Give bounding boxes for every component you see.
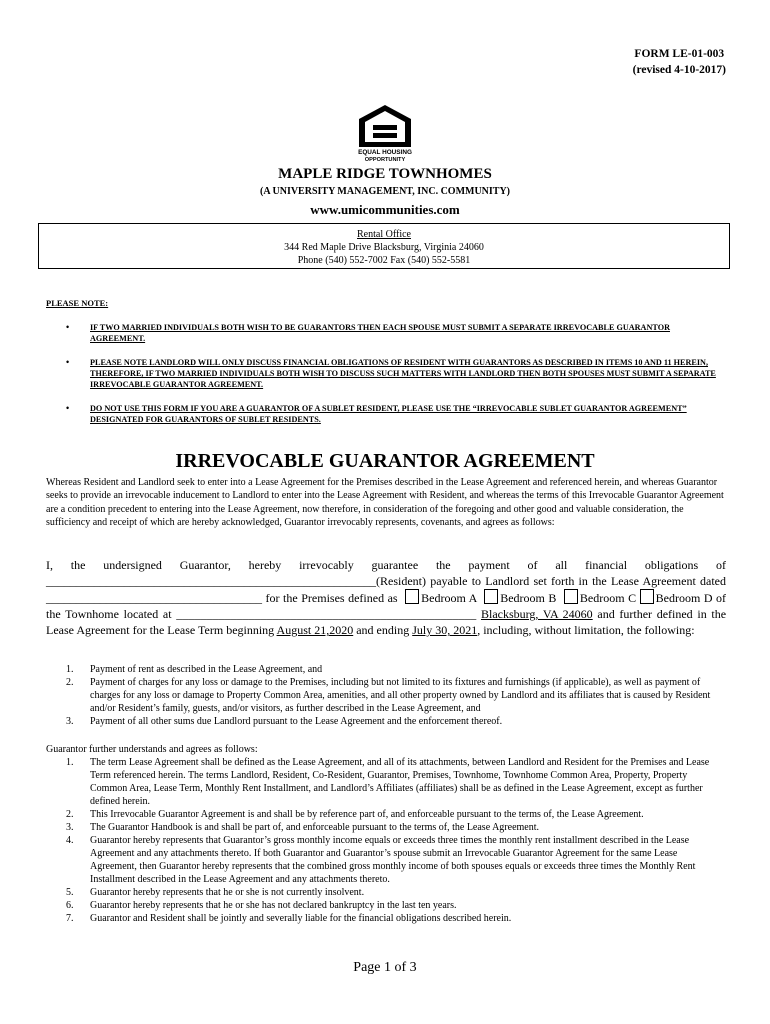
lease-date-field[interactable]: ____________________________________ xyxy=(46,591,262,605)
obligations-list xyxy=(66,663,726,728)
note-item xyxy=(62,403,722,425)
list-item xyxy=(66,886,726,899)
item-text: Guarantor hereby represents that he or she has not declared bankruptcy in the last ten years. xyxy=(90,900,457,911)
item-text: Guarantor and Resident shall be jointly and severally liable for the financial obligations described herein. xyxy=(90,913,512,924)
organization-name: MAPLE RIDGE TOWNHOMES xyxy=(278,166,492,182)
rental-office-box xyxy=(38,223,730,269)
item-number: 5. xyxy=(66,887,74,898)
please-note-title: PLEASE NOTE: xyxy=(46,298,109,308)
guarantee-tail: , including, without limitation, the following: xyxy=(477,623,695,637)
note-item xyxy=(62,322,722,344)
list-item xyxy=(66,756,726,808)
bedroom-c-label: Bedroom C xyxy=(579,591,637,605)
list-item xyxy=(66,676,726,715)
bullet-icon: • xyxy=(66,403,70,413)
list-item xyxy=(66,663,726,676)
item-number: 2. xyxy=(66,677,74,688)
located-text: of the Townhome located at xyxy=(46,591,727,621)
item-text: This Irrevocable Guarantor Agreement is and shall be by reference part of, and enforceable pursuant to the terms of, the Lease Agreement. xyxy=(90,809,644,820)
resident-text: (Resident) payable to Landlord set forth in the Lease Agreement xyxy=(376,574,696,588)
bullet-icon: • xyxy=(66,357,70,367)
item-text: Payment of rent as described in the Lease Agreement, and xyxy=(90,664,323,675)
bedroom-a-checkbox[interactable] xyxy=(405,589,419,604)
list-item xyxy=(66,821,726,834)
item-text: Payment of charges for any loss or damage to the Premises, including but not limited to its fixtures and furnishings (if applicable), as well as payment of charges for any loss or damage to Property Common Area, amenities, and all other property owned by Landlord and its affiliates that is caused by Resident and/or Resident’s family, guests, and/or visitors, as further described in the Lease Agreement, and xyxy=(90,677,711,714)
list-item xyxy=(66,899,726,912)
guarantee-paragraph xyxy=(46,557,726,638)
organization-website: www.umicommunities.com xyxy=(310,202,460,217)
bedroom-c-checkbox[interactable] xyxy=(564,589,578,604)
logo-text-line2: OPPORTUNITY xyxy=(364,157,406,163)
bedroom-b-label: Bedroom B xyxy=(500,591,557,605)
lease-end-date: July 30, 2021 xyxy=(412,623,478,637)
item-number: 4. xyxy=(66,835,74,846)
lease-start-date: August 21,2020 xyxy=(276,623,354,637)
item-number: 1. xyxy=(66,664,74,675)
note-text: DO NOT USE THIS FORM IF YOU ARE A GUARANTOR OF A SUBLET RESIDENT, PLEASE USE THE “IRREVOCABLE SUBLET GUARANTOR AGREEMENT” DESIGNATED FOR GUARANTORS OF SUBLET RESIDENTS. xyxy=(90,404,687,424)
form-revision: (revised 4-10-2017) xyxy=(632,64,726,76)
bedroom-d-label: Bedroom D xyxy=(655,591,713,605)
item-number: 1. xyxy=(66,757,74,768)
item-number: 2. xyxy=(66,809,74,820)
notes-list xyxy=(62,322,722,438)
organization-header xyxy=(0,165,770,219)
city-state-zip: Blacksburg, VA 24060 xyxy=(480,607,593,621)
logo-text-line1: EQUAL HOUSING xyxy=(358,149,412,156)
form-identifier xyxy=(633,46,726,78)
terms-list xyxy=(66,756,726,925)
item-text: The Guarantor Handbook is and shall be part of, and enforceable pursuant to the terms of, the Lease Agreement. xyxy=(90,822,540,833)
premises-text: for the Premises defined as xyxy=(265,591,398,605)
item-number: 3. xyxy=(66,822,74,833)
rental-office-phone: Phone (540) 552-7002 Fax (540) 552-5581 xyxy=(297,255,471,266)
further-agreement-title: Guarantor further understands and agrees as follows: xyxy=(46,744,258,755)
organization-subtitle: (A UNIVERSITY MANAGEMENT, INC. COMMUNITY) xyxy=(260,186,510,197)
page-number: Page 1 of 3 xyxy=(353,960,417,975)
townhome-address-field[interactable]: __________________________________________________ xyxy=(176,607,477,621)
bullet-icon: • xyxy=(66,322,70,332)
lease-term-text: and further defined in the Lease Agreement for the Lease Term beginning xyxy=(46,607,727,637)
item-text: Guarantor hereby represents that Guarantor’s gross monthly income equals or exceeds three times the monthly rent installment described in the Lease Agreement and any attachments thereto. If both Guarantor and Guarantor’s spouse submit an Irrevocable Guarantor Agreement for the same Lease Agreement, then Guarantor hereby represents that the combined gross monthly income of both spouses equals or exceeds three times the Monthly Rent Installment described in the Lease Agreement and any attachments thereto. xyxy=(90,835,696,885)
guarantee-line1: I, the undersigned Guarantor, hereby irrevocably guarantee the payment of all financial obligations of xyxy=(46,558,726,572)
item-number: 3. xyxy=(66,716,74,727)
item-text: Guarantor hereby represents that he or she is not currently insolvent. xyxy=(90,887,365,898)
note-item xyxy=(62,357,722,390)
agreement-title: IRREVOCABLE GUARANTOR AGREEMENT xyxy=(175,450,595,472)
item-text: The term Lease Agreement shall be defined as the Lease Agreement, and all of its attachments, between Landlord and Resident for the Premises and Lease Term referenced herein. The terms Landlord, Resident, Co-Resident, Guarantor, Premises, Townhome, Townhome Common Area, Property, Property Common Area, Lease Term, Monthly Rent Installment, and Landlord’s Affiliates (affiliates) shall be as defined in the Lease Agreement, except as further defined herein. xyxy=(90,757,710,807)
dated-label: dated xyxy=(700,574,726,588)
bedroom-b-checkbox[interactable] xyxy=(484,589,498,604)
note-text: IF TWO MARRIED INDIVIDUALS BOTH WISH TO BE GUARANTORS THEN EACH SPOUSE MUST SUBMIT A SEPARATE IRREVOCABLE GUARANTOR AGREEMENT. xyxy=(90,323,670,343)
list-item xyxy=(66,912,726,925)
item-number: 7. xyxy=(66,913,74,924)
intro-paragraph: Whereas Resident and Landlord seek to enter into a Lease Agreement for the Premises described in the Lease Agreement and referenced herein, and whereas Guarantor seeks to provide an irrevocable inducement to Landlord to enter into the Lease Agreement with Resident, and whereas the terms of this Irrevocable Guarantor Agreement are a condition precedent to entering into the Lease Agreement, now therefore, in consideration of the foregoing and other good and valuable consideration, the sufficiency and receipt of which are hereby acknowledged, Guarantor irrevocably represents, covenants, and agrees as follows: xyxy=(46,477,724,529)
item-number: 6. xyxy=(66,900,74,911)
bedroom-d-checkbox[interactable] xyxy=(640,589,654,604)
rental-office-address: 344 Red Maple Drive Blacksburg, Virginia 24060 xyxy=(284,242,484,253)
list-item xyxy=(66,715,726,728)
form-number: FORM LE-01-003 xyxy=(634,48,725,60)
bedroom-a-label: Bedroom A xyxy=(421,591,477,605)
ending-text: and ending xyxy=(356,623,410,637)
note-text: PLEASE NOTE LANDLORD WILL ONLY DISCUSS FINANCIAL OBLIGATIONS OF RESIDENT WITH GUARANTORS AS DESCRIBED IN ITEMS 10 AND 11 HEREIN, THEREFORE, IF TWO MARRIED INDIVIDUALS BOTH WISH TO DISCUSS SUCH MATTERS WITH LANDLORD THEN BOTH SPOUSES MUST SUBMIT A SEPARATE IRREVOCABLE GUARANTOR AGREEMENT. xyxy=(90,358,716,389)
item-text: Payment of all other sums due Landlord pursuant to the Lease Agreement and the enforcement thereof. xyxy=(90,716,503,727)
list-item xyxy=(66,808,726,821)
list-item xyxy=(66,834,726,886)
rental-office-title: Rental Office xyxy=(357,229,411,240)
equal-housing-icon xyxy=(355,103,415,163)
resident-name-field[interactable]: _______________________________________________________ xyxy=(46,574,376,588)
equal-housing-logo xyxy=(355,103,415,163)
